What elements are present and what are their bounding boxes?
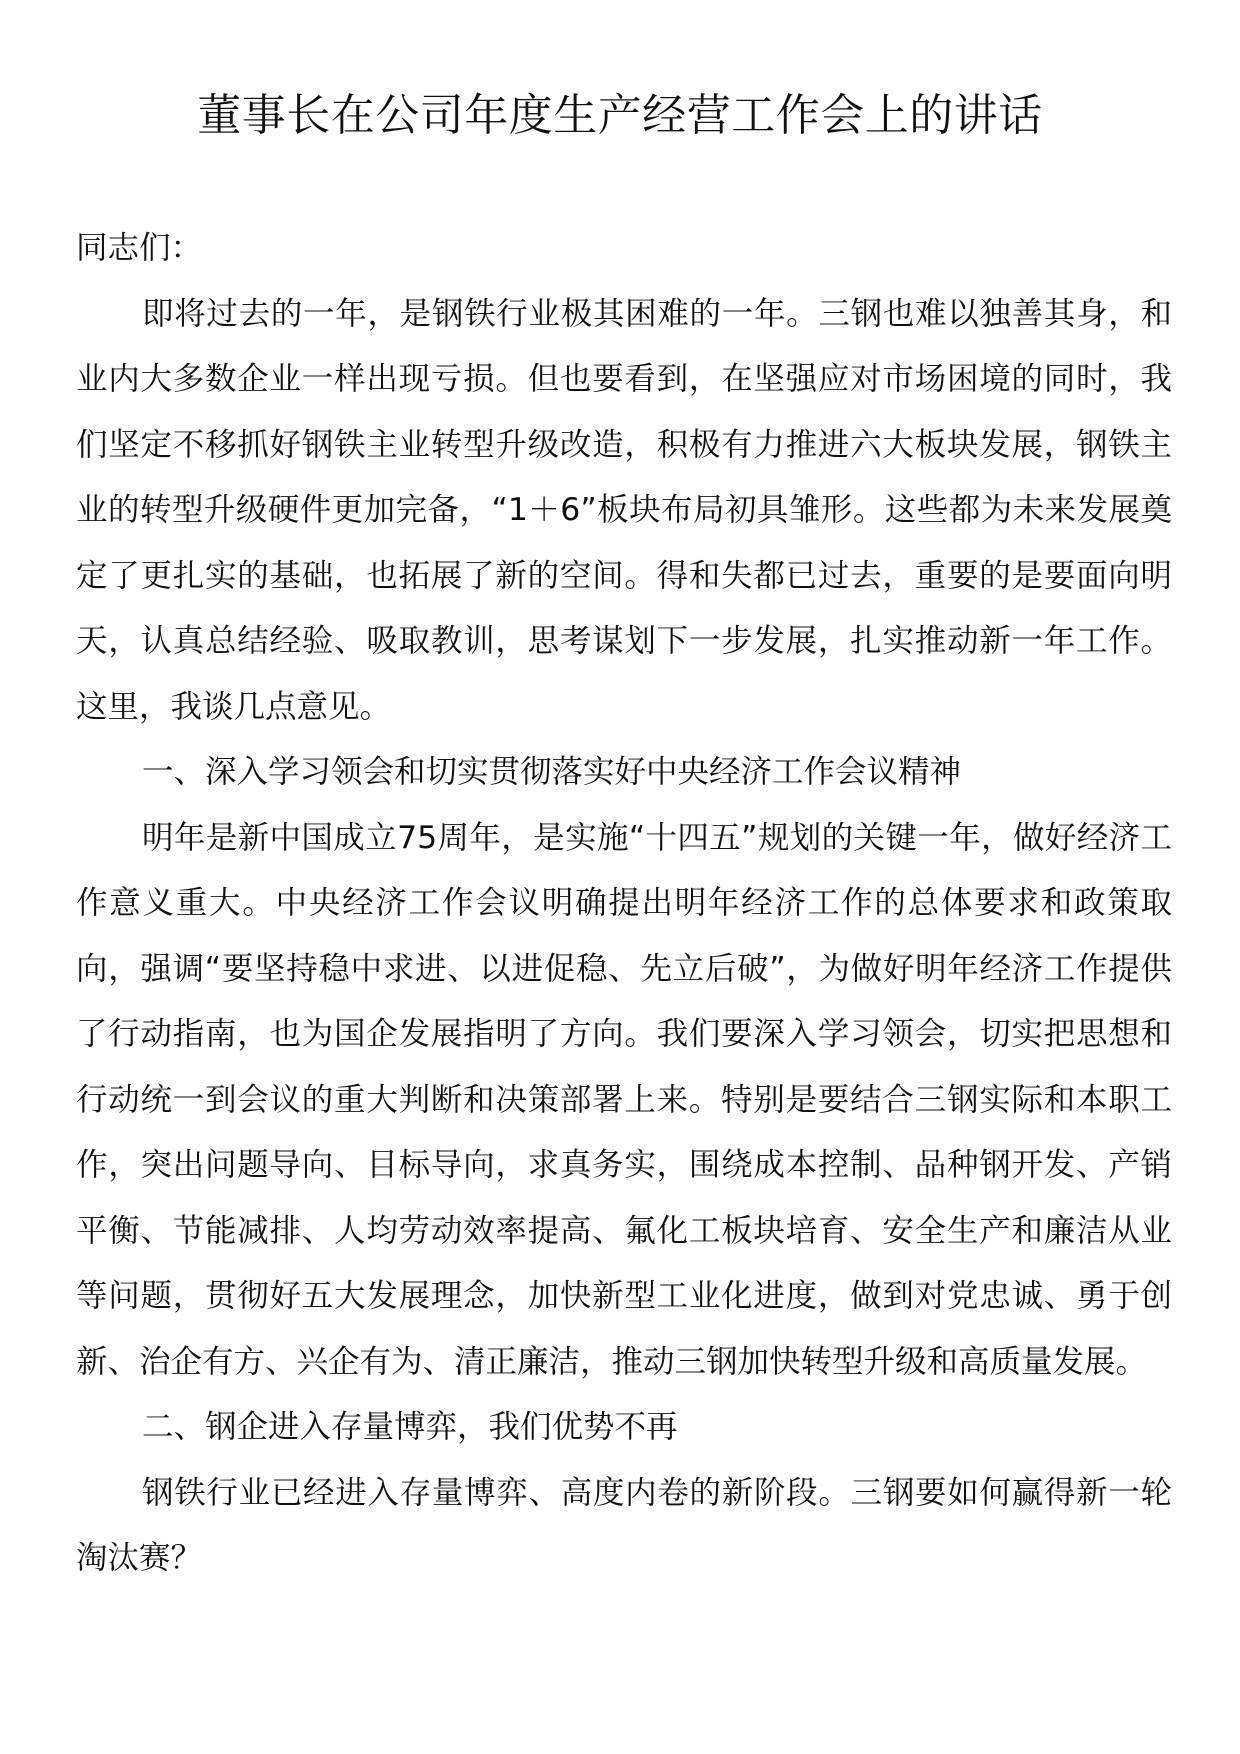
- document-title: 董事长在公司年度生产经营工作会上的讲话: [197, 90, 1043, 141]
- section-heading-1: 一、深入学习领会和切实贯彻落实好中央经济工作会议精神: [142, 754, 962, 790]
- salutation: 同志们：: [76, 230, 203, 266]
- section-heading-2: 二、钢企进入存量博弈，我们优势不再: [142, 1409, 678, 1445]
- paragraph-section-2: 钢铁行业已经进入存量博弈、高度内卷的新阶段。三钢要如何赢得新一轮淘汰赛？: [76, 1474, 1172, 1576]
- paragraph-section-1: 明年是新中国成立75周年，是实施“十四五”规划的关键一年，做好经济工作意义重大。中央经济工作会议明确提出明年经济工作的总体要求和政策取向，强调“要坚持稳中求进、以进促稳、先立后破”，为做好明年经济工作提供了行动指南，也为国企发展指明了方向。我们要深入学习领会，切实把思想和行动统一到会议的重大判断和决策部署上来。特别是要结合三钢实际和本职工作，突出问题导向、目标导向，求真务实，围绕成本控制、品种钢开发、产销平衡、节能减排、人均劳动效率提高、氟化工板块培育、安全生产和廉洁从业等问题，贯彻好五大发展理念，加快新型工业化进度，做到对党忠诚、勇于创新、治企有方、兴企有为、清正廉洁，推动三钢加快转型升级和高质量发展。: [76, 819, 1172, 1380]
- document-body: [76, 216, 1172, 1592]
- paragraph-intro: 即将过去的一年，是钢铁行业极其困难的一年。三钢也难以独善其身，和业内大多数企业一样出现亏损。但也要看到，在坚强应对市场困境的同时，我们坚定不移抓好钢铁主业转型升级改造，积极有力推进六大板块发展，钢铁主业的转型升级硬件更加完备，“1＋6”板块布局初具雏形。这些都为未来发展奠定了更扎实的基础，也拓展了新的空间。得和失都已过去，重要的是要面向明天，认真总结经验、吸取教训，思考谋划下一步发展，扎实推动新一年工作。这里，我谈几点意见。: [76, 295, 1172, 725]
